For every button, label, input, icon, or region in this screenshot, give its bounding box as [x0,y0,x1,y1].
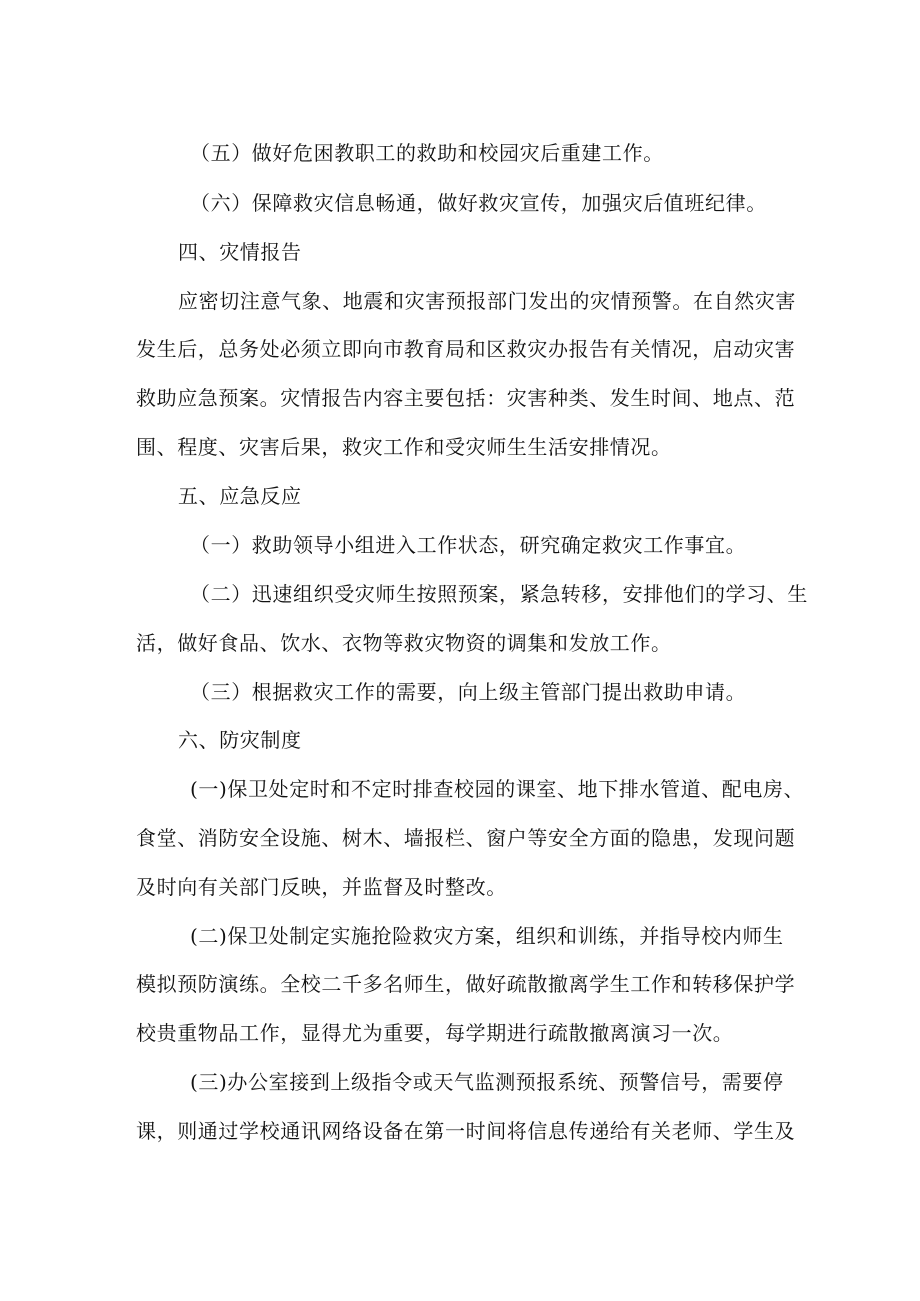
paragraph-line: 发生后，总务处必须立即向市教育局和区救灾办报告有关情况，启动灾害 [136,337,796,361]
paragraph-item-2: （二）迅速组织受灾师生按照预案，紧急转移，安排他们的学习、生 [190,582,808,606]
paragraph-item-1: （一）救助领导小组进入工作状态，研究确定救灾工作事宜。 [190,533,747,557]
paragraph-line: 及时向有关部门反映，并监督及时整改。 [136,875,507,899]
paragraph-item-6: （六）保障救灾信息畅通，做好救灾宣传，加强灾后值班纪律。 [190,191,767,215]
paragraph-item-3: （三）根据救灾工作的需要，向上级主管部门提出救助申请。 [190,680,747,704]
paragraph-line: 校贵重物品工作，显得尤为重要，每学期进行疏散撤离演习一次。 [136,1021,734,1045]
paragraph-line: 活，做好食品、饮水、衣物等救灾物资的调集和发放工作。 [136,631,672,655]
section-heading-emergency-response: 五、应急反应 [178,484,302,508]
paragraph-line: 食堂、消防安全设施、树木、墙报栏、窗户等安全方面的隐患，发现问题 [136,826,796,850]
paragraph-item-5: （五）做好危困教职工的救助和校园灾后重建工作。 [190,141,664,165]
paragraph-line: 课，则通过学校通讯网络设备在第一时间将信息传递给有关老师、学生及 [136,1119,796,1143]
section-heading-prevention-system: 六、防灾制度 [178,728,302,752]
paragraph-line: 围、程度、灾害后果，救灾工作和受灾师生生活安排情况。 [136,435,672,459]
paragraph-item-3: (三)办公室接到上级指令或天气监测预报系统、预警信号，需要停 [190,1070,784,1094]
paragraph-item-2: (二)保卫处制定实施抢险救灾方案，组织和训练，并指导校内师生 [190,924,784,948]
section-heading-disaster-report: 四、灾情报告 [178,240,302,264]
paragraph-line: 模拟预防演练。全校二千多名师生，做好疏散撤离学生工作和转移保护学 [136,972,796,996]
paragraph-item-1: (一)保卫处定时和不定时排查校园的课室、地下排水管道、配电房、 [190,777,805,801]
paragraph-line: 救助应急预案。灾情报告内容主要包括：灾害种类、发生时间、地点、范 [136,386,796,410]
paragraph-line: 应密切注意气象、地震和灾害预报部门发出的灾情预警。在自然灾害 [178,289,796,313]
